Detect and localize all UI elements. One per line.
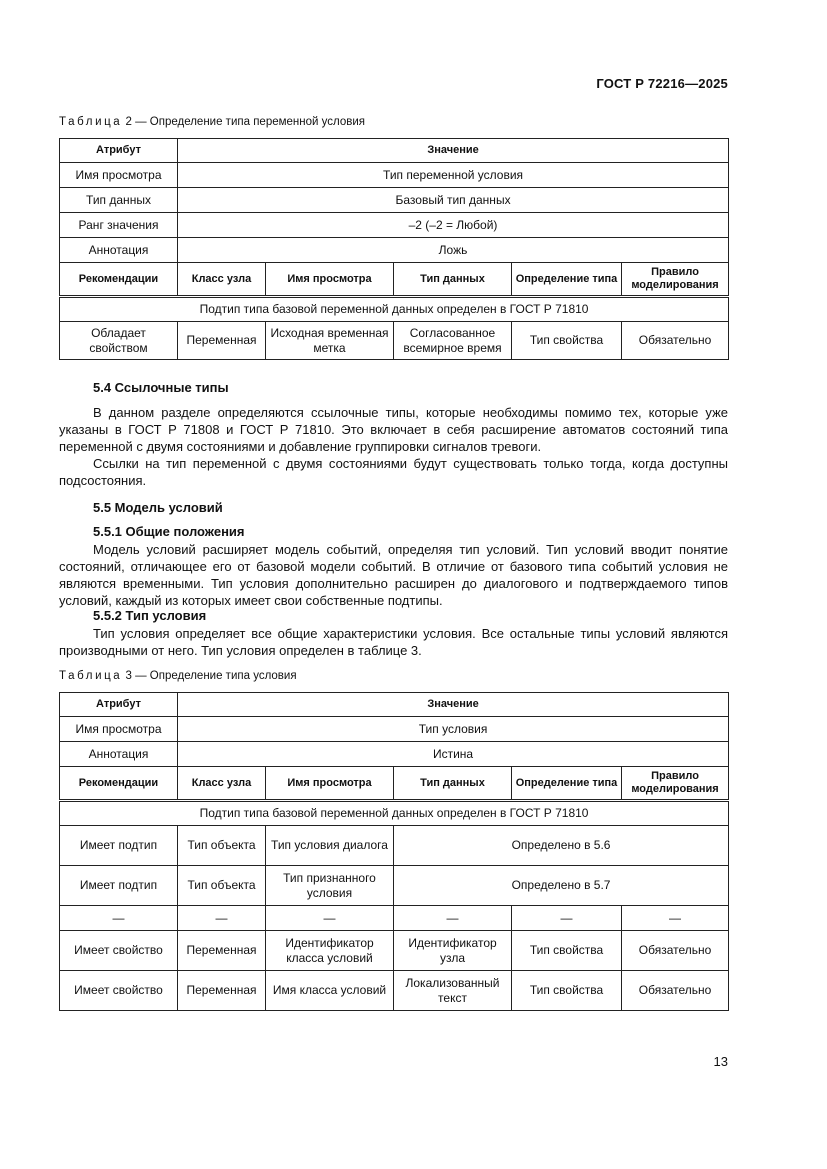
table-row [60,163,729,188]
section-5-5-2-heading: 5.5.2 Тип условия [93,608,207,623]
section-5-5-1-paragraph [59,541,728,609]
table2 [59,138,729,360]
table-cell: Локализованный текст [394,971,512,1011]
col-header-data-type: Тип данных [394,767,512,801]
attr-header: Атрибут [60,139,178,163]
table-cell: Переменная [178,971,266,1011]
table2-caption [59,116,365,128]
attr-value: Истина [178,742,729,767]
attr-name: Имя просмотра [60,163,178,188]
attr-name: Имя просмотра [60,717,178,742]
col-header-node-class: Класс узла [178,767,266,801]
attr-value: –2 (–2 = Любой) [178,213,729,238]
table-cell: — [60,906,178,931]
col-header-modelling-rule: Правило моделирования [622,263,729,297]
col-header-references: Рекомендации [60,767,178,801]
col-header-type-definition: Определение типа [512,767,622,801]
table-cell: Имеет свойство [60,971,178,1011]
table-cell: Переменная [178,322,266,360]
table-cell: Имеет подтип [60,866,178,906]
section-5-5-2-paragraph [59,625,728,659]
table-row [60,866,729,906]
table-cell: Тип объекта [178,826,266,866]
document-code: ГОСТ Р 72216—2025 [596,76,728,91]
table3-caption-prefix: Таблица [59,670,123,682]
table-row [60,238,729,263]
table-cell: Определено в 5.6 [394,826,729,866]
subtype-note: Подтип типа базовой переменной данных определен в ГОСТ Р 71810 [60,801,729,826]
attr-header: Атрибут [60,693,178,717]
column-header-row [60,263,729,297]
table-cell: Тип признанного условия [266,866,394,906]
table2-caption-prefix: Таблица [59,116,123,128]
table-cell: Переменная [178,931,266,971]
section-5-4-paragraph-2 [59,455,728,489]
table-row [60,906,729,931]
table-row [60,801,729,826]
col-header-type-definition: Определение типа [512,263,622,297]
table-cell: Тип объекта [178,866,266,906]
table-cell: Идентификатор класса условий [266,931,394,971]
table3-caption-text: 3 — Определение типа условия [122,670,297,682]
col-header-browse-name: Имя просмотра [266,263,394,297]
col-header-node-class: Класс узла [178,263,266,297]
table-cell: Идентификатор узла [394,931,512,971]
col-header-references: Рекомендации [60,263,178,297]
table-cell: — [394,906,512,931]
table-cell: Тип свойства [512,322,622,360]
attr-name: Ранг значения [60,213,178,238]
table-row [60,826,729,866]
attr-value: Тип переменной условия [178,163,729,188]
table-cell: Тип свойства [512,971,622,1011]
table-row [60,213,729,238]
table-row [60,322,729,360]
table-cell: — [622,906,729,931]
table-cell: Имеет подтип [60,826,178,866]
page-number: 13 [713,1054,728,1069]
table-row [60,717,729,742]
table2-caption-text: 2 — Определение типа переменной условия [122,116,365,128]
col-header-modelling-rule: Правило моделирования [622,767,729,801]
table-cell: Определено в 5.7 [394,866,729,906]
table-row [60,742,729,767]
paragraph-text: Модель условий расширяет модель событий, определяя тип условий. Тип условий вводит понятие состояний, отличающее его от базовой модели событий. В отличие от базового типа событий условия не являются временными. Тип условия дополнительно расширен до диалогового и подтверждаемого типов условий, каждый из которых имеет свои собственные подтипы. [59,542,728,608]
table-cell: Обладает свойством [60,322,178,360]
attr-name: Тип данных [60,188,178,213]
table-cell: Обязательно [622,322,729,360]
table-cell: Согласованное всемирное время [394,322,512,360]
section-5-4-heading: 5.4 Ссылочные типы [93,380,229,395]
paragraph-text: Ссылки на тип переменной с двумя состояниями будут существовать только тогда, когда доступны подсостояния. [59,456,728,488]
column-header-row [60,767,729,801]
table-cell: Тип условия диалога [266,826,394,866]
table-row [60,971,729,1011]
section-5-4-paragraph-1 [59,404,728,455]
table-cell: — [178,906,266,931]
attr-value: Ложь [178,238,729,263]
section-5-5-1-heading: 5.5.1 Общие положения [93,524,245,539]
table-cell: Исходная временная метка [266,322,394,360]
attr-name: Аннотация [60,238,178,263]
table3 [59,692,729,1011]
table-cell: Обязательно [622,931,729,971]
col-header-data-type: Тип данных [394,263,512,297]
table-cell: — [266,906,394,931]
paragraph-text: В данном разделе определяются ссылочные типы, которые необходимы помимо тех, которые уже указаны в ГОСТ Р 71808 и ГОСТ Р 71810. Это включает в себя расширение автоматов состояний типа переменной с двумя состояниями и добавление группировки сигналов тревоги. [59,405,728,454]
attr-value: Базовый тип данных [178,188,729,213]
table-cell: Тип свойства [512,931,622,971]
table-row [60,188,729,213]
table-cell: Имеет свойство [60,931,178,971]
table-cell: — [512,906,622,931]
col-header-browse-name: Имя просмотра [266,767,394,801]
subtype-note: Подтип типа базовой переменной данных определен в ГОСТ Р 71810 [60,297,729,322]
table-row [60,931,729,971]
table-row [60,139,729,163]
table-row [60,297,729,322]
value-header: Значение [178,693,729,717]
section-5-5-heading: 5.5 Модель условий [93,500,223,515]
table-row [60,693,729,717]
table3-caption [59,670,297,682]
table-cell: Имя класса условий [266,971,394,1011]
paragraph-text: Тип условия определяет все общие характеристики условия. Все остальные типы условий являются производными от него. Тип условия определен в таблице 3. [59,626,728,658]
attr-value: Тип условия [178,717,729,742]
value-header: Значение [178,139,729,163]
table-cell: Обязательно [622,971,729,1011]
attr-name: Аннотация [60,742,178,767]
